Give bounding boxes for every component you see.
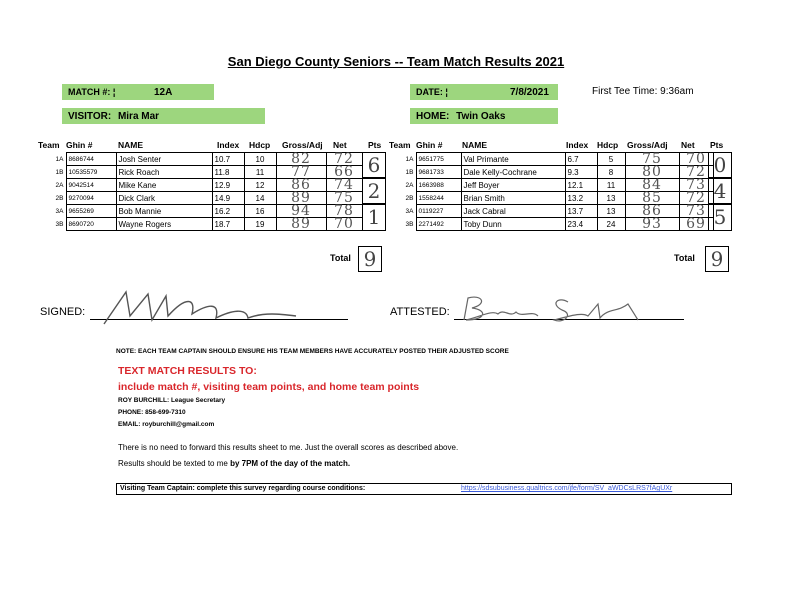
- hdr-index-v: Index: [217, 140, 240, 150]
- ghin-cell: 2271492: [416, 218, 461, 231]
- gross-cell: 86: [625, 205, 679, 218]
- home-label: HOME:: [416, 111, 450, 122]
- text-results-heading: TEXT MATCH RESULTS TO:: [118, 365, 257, 377]
- table-row: [36, 166, 362, 179]
- team-cell: 3B: [55, 220, 64, 228]
- info-line-2-text: Results should be texted to me: [118, 459, 228, 468]
- visitor-box: [62, 108, 265, 124]
- ghin-cell: 8686744: [66, 153, 116, 166]
- hdr-name-v: NAME: [118, 140, 144, 150]
- home-score-table: [386, 152, 714, 231]
- hdcp-cell: 16: [244, 205, 276, 218]
- hdcp-cell: 13: [597, 192, 625, 205]
- index-cell: 6.7: [565, 153, 597, 166]
- index-cell: 11.8: [212, 166, 244, 179]
- match-box: [62, 84, 214, 100]
- table-row: [386, 166, 713, 179]
- visitor-label: VISITOR:: [68, 111, 112, 122]
- gross-cell: 93: [625, 218, 679, 231]
- name-cell: Rick Roach: [116, 166, 212, 179]
- hdr-hdcp-v: Hdcp: [249, 140, 271, 150]
- team-cell: 1B: [55, 168, 64, 176]
- name-cell: Mike Kane: [116, 179, 212, 192]
- visitor-pts-3: 1: [362, 203, 386, 231]
- info-line-1: There is no need to forward this results sheet to me. Just the overall scores as described above.: [118, 443, 459, 452]
- table-row: [386, 179, 713, 192]
- table-row: [36, 205, 362, 218]
- info-line-2-deadline: by 7PM of the day of the match.: [230, 459, 351, 468]
- gross-cell: 77: [276, 166, 326, 179]
- team-cell: 3B: [405, 220, 414, 228]
- gross-cell: 89: [276, 192, 326, 205]
- match-label: MATCH #: ¦: [68, 87, 116, 97]
- team-cell: 2B: [405, 194, 414, 202]
- home-total-label: Total: [674, 253, 695, 263]
- hdcp-cell: 14: [244, 192, 276, 205]
- name-cell: Dale Kelly-Cochrane: [461, 166, 565, 179]
- name-cell: Jack Cabral: [461, 205, 565, 218]
- gross-cell: 80: [625, 166, 679, 179]
- index-cell: 13.7: [565, 205, 597, 218]
- survey-box: [116, 483, 732, 495]
- table-row: [386, 192, 713, 205]
- net-cell: 73: [679, 205, 713, 218]
- name-cell: Val Primante: [461, 153, 565, 166]
- hdcp-cell: 12: [244, 179, 276, 192]
- visitor-pts-2: 2: [362, 177, 386, 205]
- team-cell: 2A: [55, 181, 64, 189]
- hdr-ghin-v: Ghin #: [66, 140, 93, 150]
- page-title: San Diego County Seniors -- Team Match Results 2021: [227, 54, 565, 69]
- net-cell: 72: [679, 166, 713, 179]
- first-tee-time: First Tee Time: 9:36am: [592, 86, 694, 97]
- table-row: [36, 153, 362, 166]
- visitor-value: Mira Mar: [117, 111, 160, 122]
- net-cell: 73: [679, 179, 713, 192]
- signature-home: [458, 290, 658, 326]
- visitor-total: 9: [358, 246, 382, 272]
- index-cell: 12.9: [212, 179, 244, 192]
- hdcp-cell: 13: [597, 205, 625, 218]
- signature-visitor: [96, 286, 306, 328]
- note-text: NOTE: EACH TEAM CAPTAIN SHOULD ENSURE HIS TEAM MEMBERS HAVE ACCURATELY POSTED THEIR ADJUSTED SCORE: [116, 348, 509, 355]
- gross-cell: 85: [625, 192, 679, 205]
- gross-cell: 86: [276, 179, 326, 192]
- net-cell: 75: [326, 192, 362, 205]
- hdr-pts-v: Pts: [368, 140, 382, 150]
- visitor-total-label: Total: [330, 253, 351, 263]
- hdcp-cell: 11: [244, 166, 276, 179]
- ghin-cell: 9651775: [416, 153, 461, 166]
- name-cell: Josh Senter: [116, 153, 212, 166]
- name-cell: Toby Dunn: [461, 218, 565, 231]
- gross-cell: 75: [625, 153, 679, 166]
- text-results-instructions: include match #, visiting team points, and home team points: [118, 381, 420, 393]
- visitor-pts-1: 6: [362, 152, 386, 179]
- table-row: [36, 179, 362, 192]
- table-row: [36, 218, 362, 231]
- net-cell: 66: [326, 166, 362, 179]
- hdcp-cell: 10: [244, 153, 276, 166]
- gross-cell: 82: [276, 153, 326, 166]
- hdr-ghin-h: Ghin #: [416, 140, 443, 150]
- hdr-net-v: Net: [333, 140, 347, 150]
- gross-cell: 84: [625, 179, 679, 192]
- net-cell: 70: [326, 218, 362, 231]
- home-box: [410, 108, 558, 124]
- index-cell: 12.1: [565, 179, 597, 192]
- net-cell: 78: [326, 205, 362, 218]
- home-pts-2: 4: [708, 177, 732, 205]
- index-cell: 16.2: [212, 205, 244, 218]
- contact-name: ROY BURCHILL: League Secretary: [118, 397, 226, 404]
- index-cell: 23.4: [565, 218, 597, 231]
- net-cell: 70: [679, 153, 713, 166]
- ghin-cell: 10535579: [66, 166, 116, 179]
- index-cell: 14.9: [212, 192, 244, 205]
- name-cell: Dick Clark: [116, 192, 212, 205]
- name-cell: Jeff Boyer: [461, 179, 565, 192]
- home-value: Twin Oaks: [456, 111, 506, 122]
- attested-label: ATTESTED:: [390, 306, 450, 318]
- name-cell: Bob Mannie: [116, 205, 212, 218]
- team-cell: 2A: [405, 181, 414, 189]
- hdr-net-h: Net: [681, 140, 695, 150]
- table-row: [36, 192, 362, 205]
- index-cell: 13.2: [565, 192, 597, 205]
- gross-cell: 89: [276, 218, 326, 231]
- date-label: DATE: ¦: [416, 87, 448, 97]
- date-box: [410, 84, 558, 100]
- team-cell: 3A: [55, 207, 64, 215]
- name-cell: Wayne Rogers: [116, 218, 212, 231]
- hdr-index-h: Index: [566, 140, 589, 150]
- hdr-name-h: NAME: [462, 140, 488, 150]
- contact-phone: PHONE: 858-699-7310: [118, 409, 186, 416]
- contact-email: EMAIL: royburchill@gmail.com: [118, 421, 215, 428]
- ghin-cell: 1558244: [416, 192, 461, 205]
- visitor-score-table: [36, 152, 363, 231]
- net-cell: 72: [326, 153, 362, 166]
- hdr-gross-h: Gross/Adj: [627, 140, 668, 150]
- hdr-team-h: Team: [389, 140, 411, 150]
- table-row: [386, 153, 713, 166]
- hdcp-cell: 19: [244, 218, 276, 231]
- name-cell: Brian Smith: [461, 192, 565, 205]
- index-cell: 9.3: [565, 166, 597, 179]
- net-cell: 69: [679, 218, 713, 231]
- survey-text: Visiting Team Captain: complete this survey regarding course conditions:: [120, 485, 366, 492]
- ghin-cell: 9681733: [416, 166, 461, 179]
- team-cell: 3A: [405, 207, 414, 215]
- index-cell: 18.7: [212, 218, 244, 231]
- ghin-cell: 1663988: [416, 179, 461, 192]
- home-pts-3: 5: [708, 203, 732, 231]
- signed-label: SIGNED:: [40, 306, 86, 318]
- date-value: 7/8/2021: [510, 87, 549, 98]
- hdcp-cell: 5: [597, 153, 625, 166]
- team-cell: 2B: [55, 194, 64, 202]
- table-row: [386, 205, 713, 218]
- hdcp-cell: 24: [597, 218, 625, 231]
- hdr-gross-v: Gross/Adj: [282, 140, 323, 150]
- table-row: [386, 218, 713, 231]
- hdr-team-v: Team: [38, 140, 60, 150]
- hdr-hdcp-h: Hdcp: [597, 140, 619, 150]
- index-cell: 10.7: [212, 153, 244, 166]
- ghin-cell: 0119227: [416, 205, 461, 218]
- ghin-cell: 9270094: [66, 192, 116, 205]
- info-line-2: [118, 459, 350, 468]
- net-cell: 72: [679, 192, 713, 205]
- home-total: 9: [705, 246, 729, 272]
- gross-cell: 94: [276, 205, 326, 218]
- match-value: 12A: [154, 87, 173, 98]
- home-pts-1: 0: [708, 152, 732, 179]
- hdcp-cell: 11: [597, 179, 625, 192]
- hdr-pts-h: Pts: [710, 140, 724, 150]
- team-cell: 1A: [405, 155, 414, 163]
- team-cell: 1A: [55, 155, 64, 163]
- net-cell: 74: [326, 179, 362, 192]
- hdcp-cell: 8: [597, 166, 625, 179]
- ghin-cell: 9655269: [66, 205, 116, 218]
- survey-link[interactable]: https://sdsubusiness.qualtrics.com/jfe/form/SV_aWDCsLRS7fAgUXr: [461, 485, 673, 492]
- team-cell: 1B: [405, 168, 414, 176]
- ghin-cell: 8690720: [66, 218, 116, 231]
- ghin-cell: 9042514: [66, 179, 116, 192]
